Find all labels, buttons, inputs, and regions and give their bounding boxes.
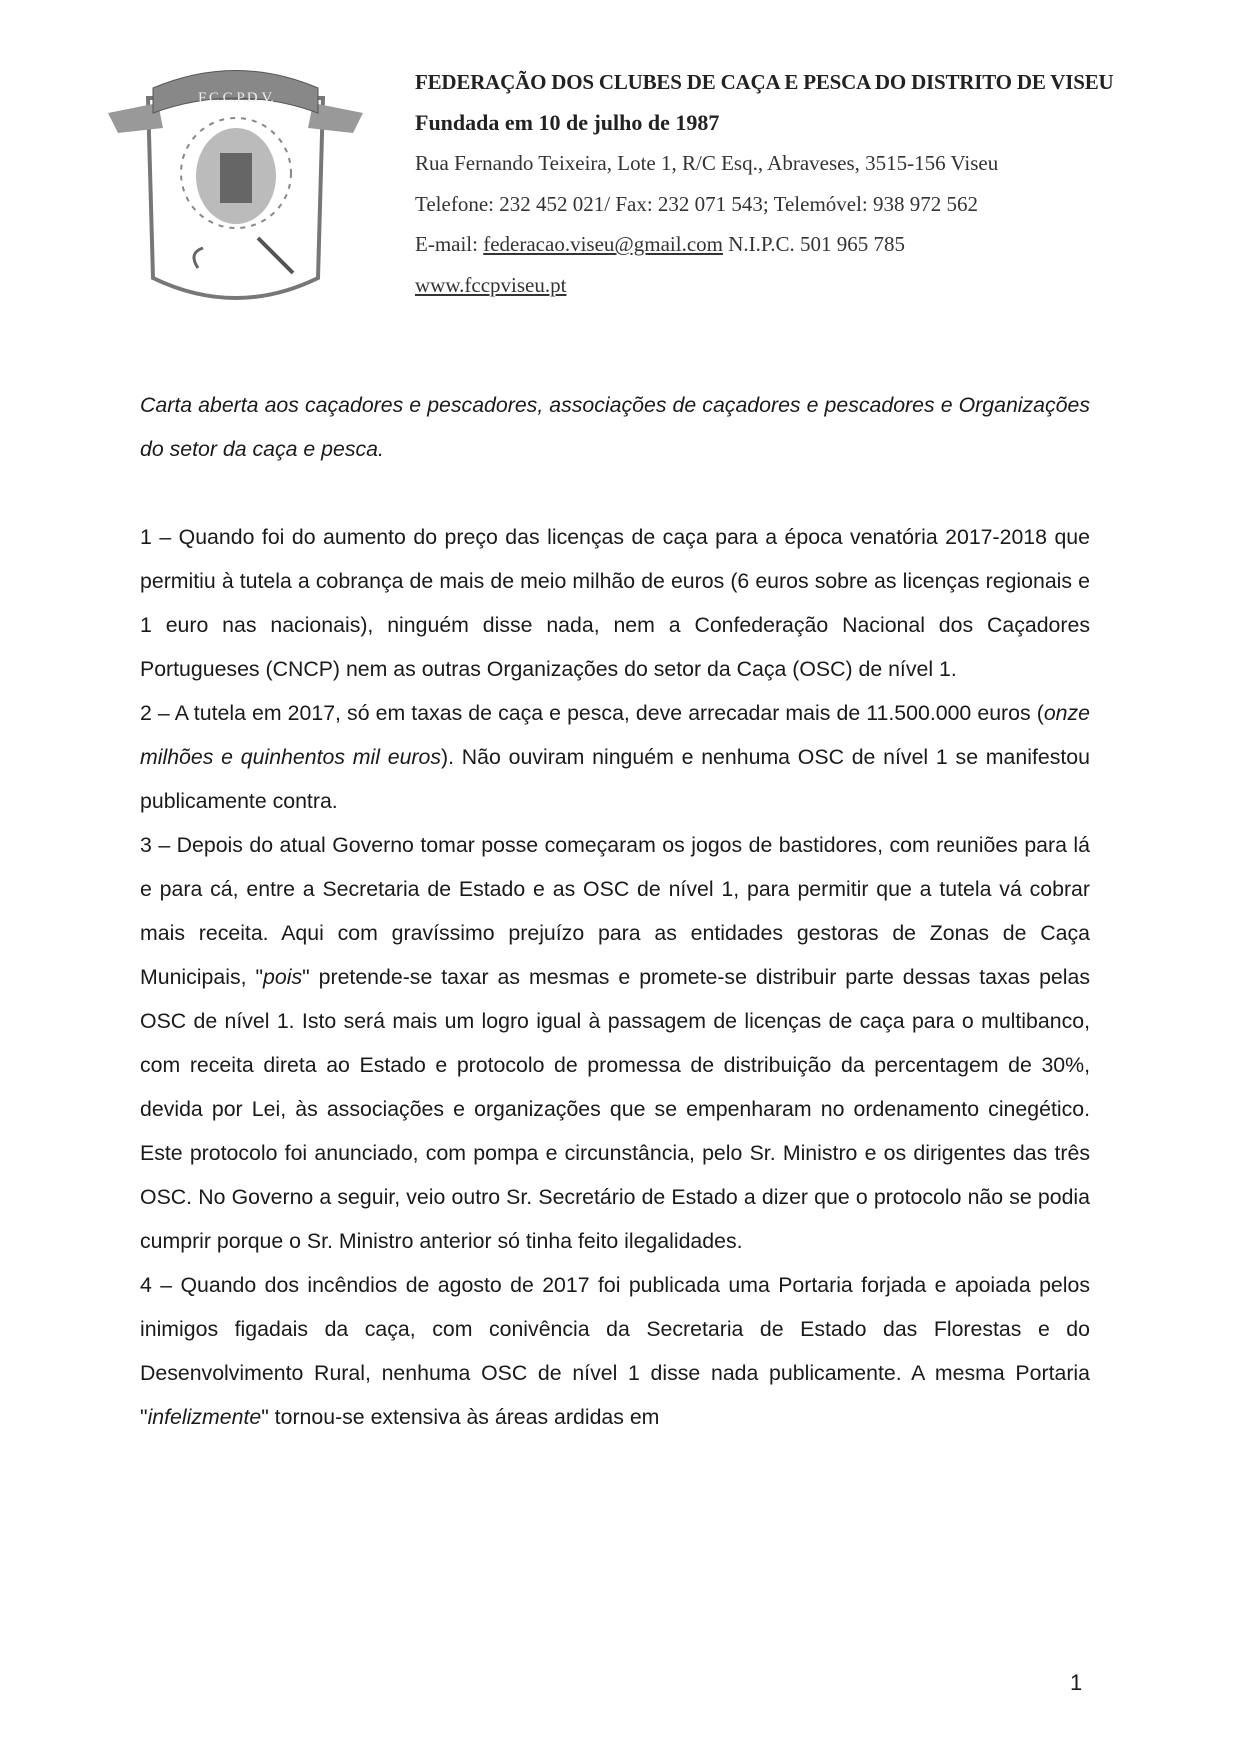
text: ). Não ouviram ninguém e nenhuma OSC de nível 1 se manifestou publicamente contra. (140, 745, 1090, 813)
text: 4 – Quando dos incêndios de agosto de 2017 foi publicada uma Portaria forjada e apoiada pelos inimigos figadais da caça, com conivência da Secretaria de Estado das Florestas e do Desenvolvimento Rural, nenhuma OSC de nível 1 disse nada publicamente. A mesma Portaria " (140, 1273, 1090, 1429)
paragraph-3 (140, 823, 1090, 1263)
paragraph-4 (140, 1263, 1090, 1439)
emphasis: onze milhões e quinhentos mil euros (140, 701, 1090, 769)
email-line (415, 224, 1114, 265)
text: " tornou-se extensiva às áreas ardidas em (261, 1405, 660, 1429)
emphasis: infelizmente (147, 1405, 262, 1429)
text: " pretende-se taxar as mesmas e promete-se distribuir parte dessas taxas pelas OSC de nível 1. Isto será mais um logro igual à passagem de licenças de caça para o multibanco, com receita direta ao Estado e protocolo de promessa de distribuição da percentagem de 30%, devida por Lei, às associações e organizações que se empenharam no ordenamento cinegético. Este protocolo foi anunciado, com pompa e circunstância, pelo Sr. Ministro e os dirigentes das três OSC. No Governo a seguir, veio outro Sr. Secretário de Estado a dizer que o protocolo não se podia cumprir porque o Sr. Ministro anterior só tinha feito ilegalidades. (140, 965, 1090, 1253)
federation-logo (108, 58, 363, 308)
address: Rua Fernando Teixeira, Lote 1, R/C Esq., Abraveses, 3515-156 Viseu (415, 151, 999, 175)
page-number: 1 (1070, 1670, 1083, 1695)
founded-date: Fundada em 10 de julho de 1987 (415, 109, 720, 135)
org-name: FEDERAÇÃO DOS CLUBES DE CAÇA E PESCA DO DISTRITO DE VISEU (415, 70, 1114, 94)
email-link[interactable]: federacao.viseu@gmail.com (483, 232, 723, 256)
emphasis: pois (263, 965, 303, 989)
letter-body (140, 383, 1090, 1439)
paragraph-1: 1 – Quando foi do aumento do preço das licenças de caça para a época venatória 2017-2018 que permitiu à tutela a cobrança de mais de meio milhão de euros (6 euros sobre as licenças regionais e 1 euro nas nacionais), ninguém disse nada, nem a Confederação Nacional dos Caçadores Portugueses (CNCP) nem as outras Organizações do setor da Caça (OSC) de nível 1. (140, 525, 1090, 681)
paragraph-2 (140, 691, 1090, 823)
letter-intro: Carta aberta aos caçadores e pescadores, associações de caçadores e pescadores e Organizações do setor da caça e pesca. (140, 393, 1090, 461)
nipc: N.I.P.C. 501 965 785 (722, 232, 906, 256)
text: 3 – Depois do atual Governo tomar posse começaram os jogos de bastidores, com reuniões para lá e para cá, entre a Secretaria de Estado e as OSC de nível 1, para permitir que a tutela vá cobrar mais receita. Aqui com gravíssimo prejuízo para as entidades gestoras de Zonas de Caça Municipais, " (140, 833, 1090, 989)
text: 2 – A tutela em 2017, só em taxas de caça e pesca, deve arrecadar mais de 11.500.000 euros ( (140, 701, 1044, 725)
website-link[interactable]: www.fccpviseu.pt (415, 272, 567, 297)
svg-text:F.C.C.P.D.V.: F.C.C.P.D.V. (197, 90, 275, 106)
email-label: E-mail: (415, 232, 484, 256)
phone-numbers: Telefone: 232 452 021/ Fax: 232 071 543; Telemóvel: 938 972 562 (415, 191, 979, 216)
letterhead (415, 62, 1114, 305)
